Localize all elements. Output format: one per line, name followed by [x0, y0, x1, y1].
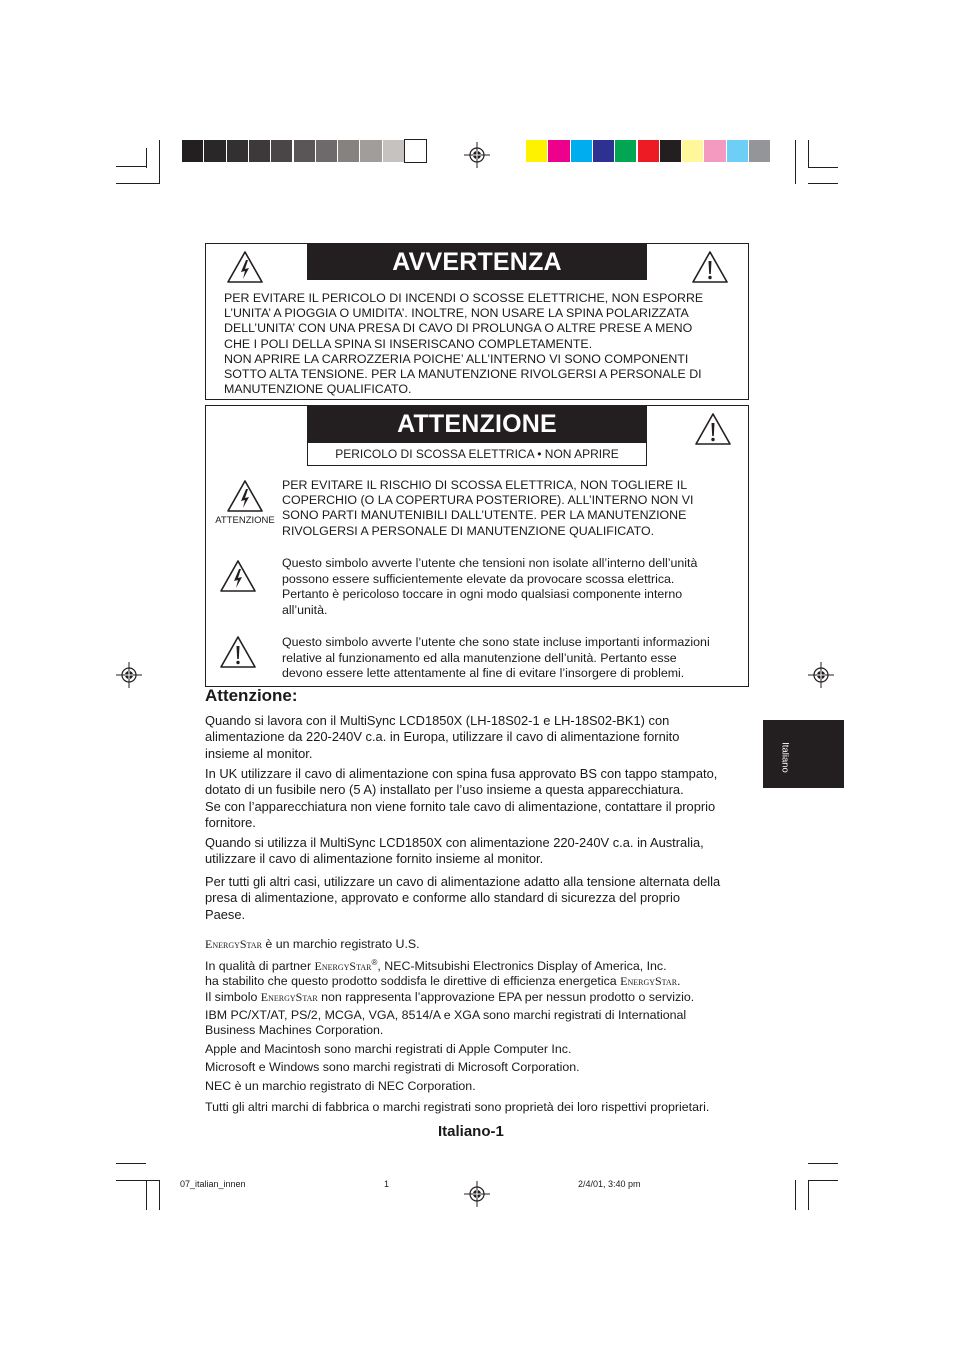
trademark-line: IBM PC/XT/AT, PS/2, MCGA, VGA, 8514/A e XGA sono marchi registrati di International Business Machines Corporation. — [205, 1007, 687, 1038]
color-swatch — [615, 140, 636, 162]
color-swatch — [249, 140, 270, 162]
trademark-line: Microsoft e Windows sono marchi registrati di Microsoft Corporation. — [205, 1060, 580, 1075]
caution-exclamation-icon — [219, 635, 257, 669]
registration-mark-icon — [116, 662, 142, 688]
electric-shock-warning-icon — [219, 559, 257, 593]
trademark-line: Apple and Macintosh sono marchi registrati di Apple Computer Inc. — [205, 1041, 572, 1056]
color-swatch — [294, 140, 315, 162]
color-swatch — [271, 140, 292, 162]
caution-icon-label: ATTENZIONE — [215, 515, 275, 526]
caution-subtitle-box — [307, 442, 647, 466]
color-swatch — [571, 140, 592, 162]
trademark-line: Il simbolo EnergyStar non rappresenta l’approvazione EPA per nessun prodotto o servizio. — [205, 989, 695, 1004]
color-swatch — [704, 140, 725, 162]
footer-timestamp: 2/4/01, 3:40 pm — [578, 1179, 641, 1189]
color-swatch — [526, 140, 547, 162]
registration-mark-icon — [808, 662, 834, 688]
caution-subtitle: PERICOLO DI SCOSSA ELETTRICA • NON APRIRE — [335, 446, 619, 461]
color-swatch — [360, 140, 381, 162]
caution-exclamation-icon — [691, 250, 729, 284]
color-swatch — [405, 140, 426, 162]
color-swatch — [227, 140, 248, 162]
color-swatch — [660, 140, 681, 162]
bolt-symbol-text: Questo simbolo avverte l’utente che tensioni non isolate all’interno dell’unità possono essere sufficientemente elevate da provocare scossa elettrica. Pertanto è pericoloso toccare in ogni modo qualsiasi componente interno all’unità. — [282, 556, 698, 617]
electric-shock-warning-icon — [226, 250, 264, 284]
warning-box — [205, 243, 749, 400]
notice-paragraph: Quando si lavora con il MultiSync LCD1850X (LH-18S02-1 e LH-18S02-BK1) con alimentazione da 220-240V c.a. in Europa, utilizzare il cavo di alimentazione fornito insieme al monitor. — [205, 713, 680, 761]
notice-heading: Attenzione: — [205, 686, 298, 705]
warning-title: AVVERTENZA — [307, 244, 647, 280]
trademark-notices — [205, 937, 765, 1116]
notice-paragraph: Quando si utilizza il MultiSync LCD1850X con alimentazione 220-240V c.a. in Australia, utilizzare il cavo di alimentazione fornito insieme al monitor. — [205, 835, 704, 867]
caution-exclamation-icon — [694, 412, 732, 446]
color-swatch — [316, 140, 337, 162]
color-swatch — [182, 140, 203, 162]
exclamation-symbol-text: Questo simbolo avverte l’utente che sono state incluse importanti informazioni relative al funzionamento ed alla manutenzione dell’unità. Pertanto esse devono essere lette attentamente al fine di evitare l’insorgere di problemi. — [282, 635, 710, 681]
color-swatch — [338, 140, 359, 162]
trademark-line: NEC è un marchio registrato di NEC Corporation. — [205, 1078, 476, 1093]
footer-page-number: 1 — [384, 1179, 390, 1189]
language-tab — [763, 720, 844, 788]
trademark-line: EnergyStar è un marchio registrato U.S. — [205, 937, 420, 951]
caution-box — [205, 405, 749, 687]
registration-mark-icon — [464, 1181, 490, 1207]
color-swatch — [682, 140, 703, 162]
notice-paragraph: Per tutti gli altri casi, utilizzare un cavo di alimentazione adatto alla tensione alternata della presa di alimentazione, approvato e conforme allo standard di sicurezza del proprio Paese. — [205, 874, 721, 922]
trademark-line: Tutti gli altri marchi di fabbrica o marchi registrati sono proprietà dei loro rispettivi proprietari. — [205, 1100, 710, 1115]
color-swatch — [204, 140, 225, 162]
caution-main-text: PER EVITARE IL RISCHIO DI SCOSSA ELETTRICA, NON TOGLIERE IL COPERCHIO (O LA COPERTURA POSTERIORE). ALL’INTERNO NON VI SONO PARTI MANUTENIBILI DALL’UTENTE. PER LA MANUTENZIONE RIVOLGERSI A PERSONALE DI MANUTENZIONE QUALIFICATO. — [282, 478, 694, 538]
color-swatch — [383, 140, 404, 162]
trademark-line: In qualità di partner EnergyStar®, NEC-Mitsubishi Electronics Display of America, Inc. — [205, 957, 667, 973]
color-swatch — [638, 140, 659, 162]
footer-filename: 07_italian_innen — [180, 1179, 246, 1189]
color-swatch — [749, 140, 770, 162]
color-swatch — [727, 140, 748, 162]
color-swatch — [593, 140, 614, 162]
language-tab-label: Italiano — [779, 742, 791, 773]
registration-mark-icon — [464, 142, 490, 168]
trademark-line: ha stabilito che questo prodotto soddisfa le direttive di efficienza energetica EnergyStar. — [205, 974, 681, 989]
electric-shock-warning-icon — [226, 479, 264, 513]
notice-paragraph: In UK utilizzare il cavo di alimentazione con spina fusa approvato BS con tappo stampato, dotato di un fusibile nero (5 A) installato per l’uso insieme a questa apparecchiatura. Se con l’apparecchiatura non viene fornito tale cavo di alimentazione, contattare il proprio fornitore. — [205, 766, 718, 830]
color-swatch — [548, 140, 569, 162]
page-label: Italiano-1 — [438, 1123, 504, 1140]
warning-text: PER EVITARE IL PERICOLO DI INCENDI O SCOSSE ELETTRICHE, NON ESPORRE L’UNITA’ A PIOGGIA O UMIDITA’. INOLTRE, NON USARE LA SPINA POLARIZZATA DELL’UNITA’ CON UNA PRESA DI CAVO DI PROLUNGA O ALTRE PRESE A MENO CHE I POLI DELLA SPINA SI INSERISCANO COMPLETAMENTE. NON APRIRE LA CARROZZERIA POICHE’ ALL’INTERNO VI SONO COMPONENTI SOTTO ALTA TENSIONE. PER LA MANUTENZIONE RIVOLGERSI A PERSONALE DI MANUTENZIONE QUALIFICATO. — [224, 291, 704, 397]
caution-title: ATTENZIONE — [307, 406, 647, 443]
